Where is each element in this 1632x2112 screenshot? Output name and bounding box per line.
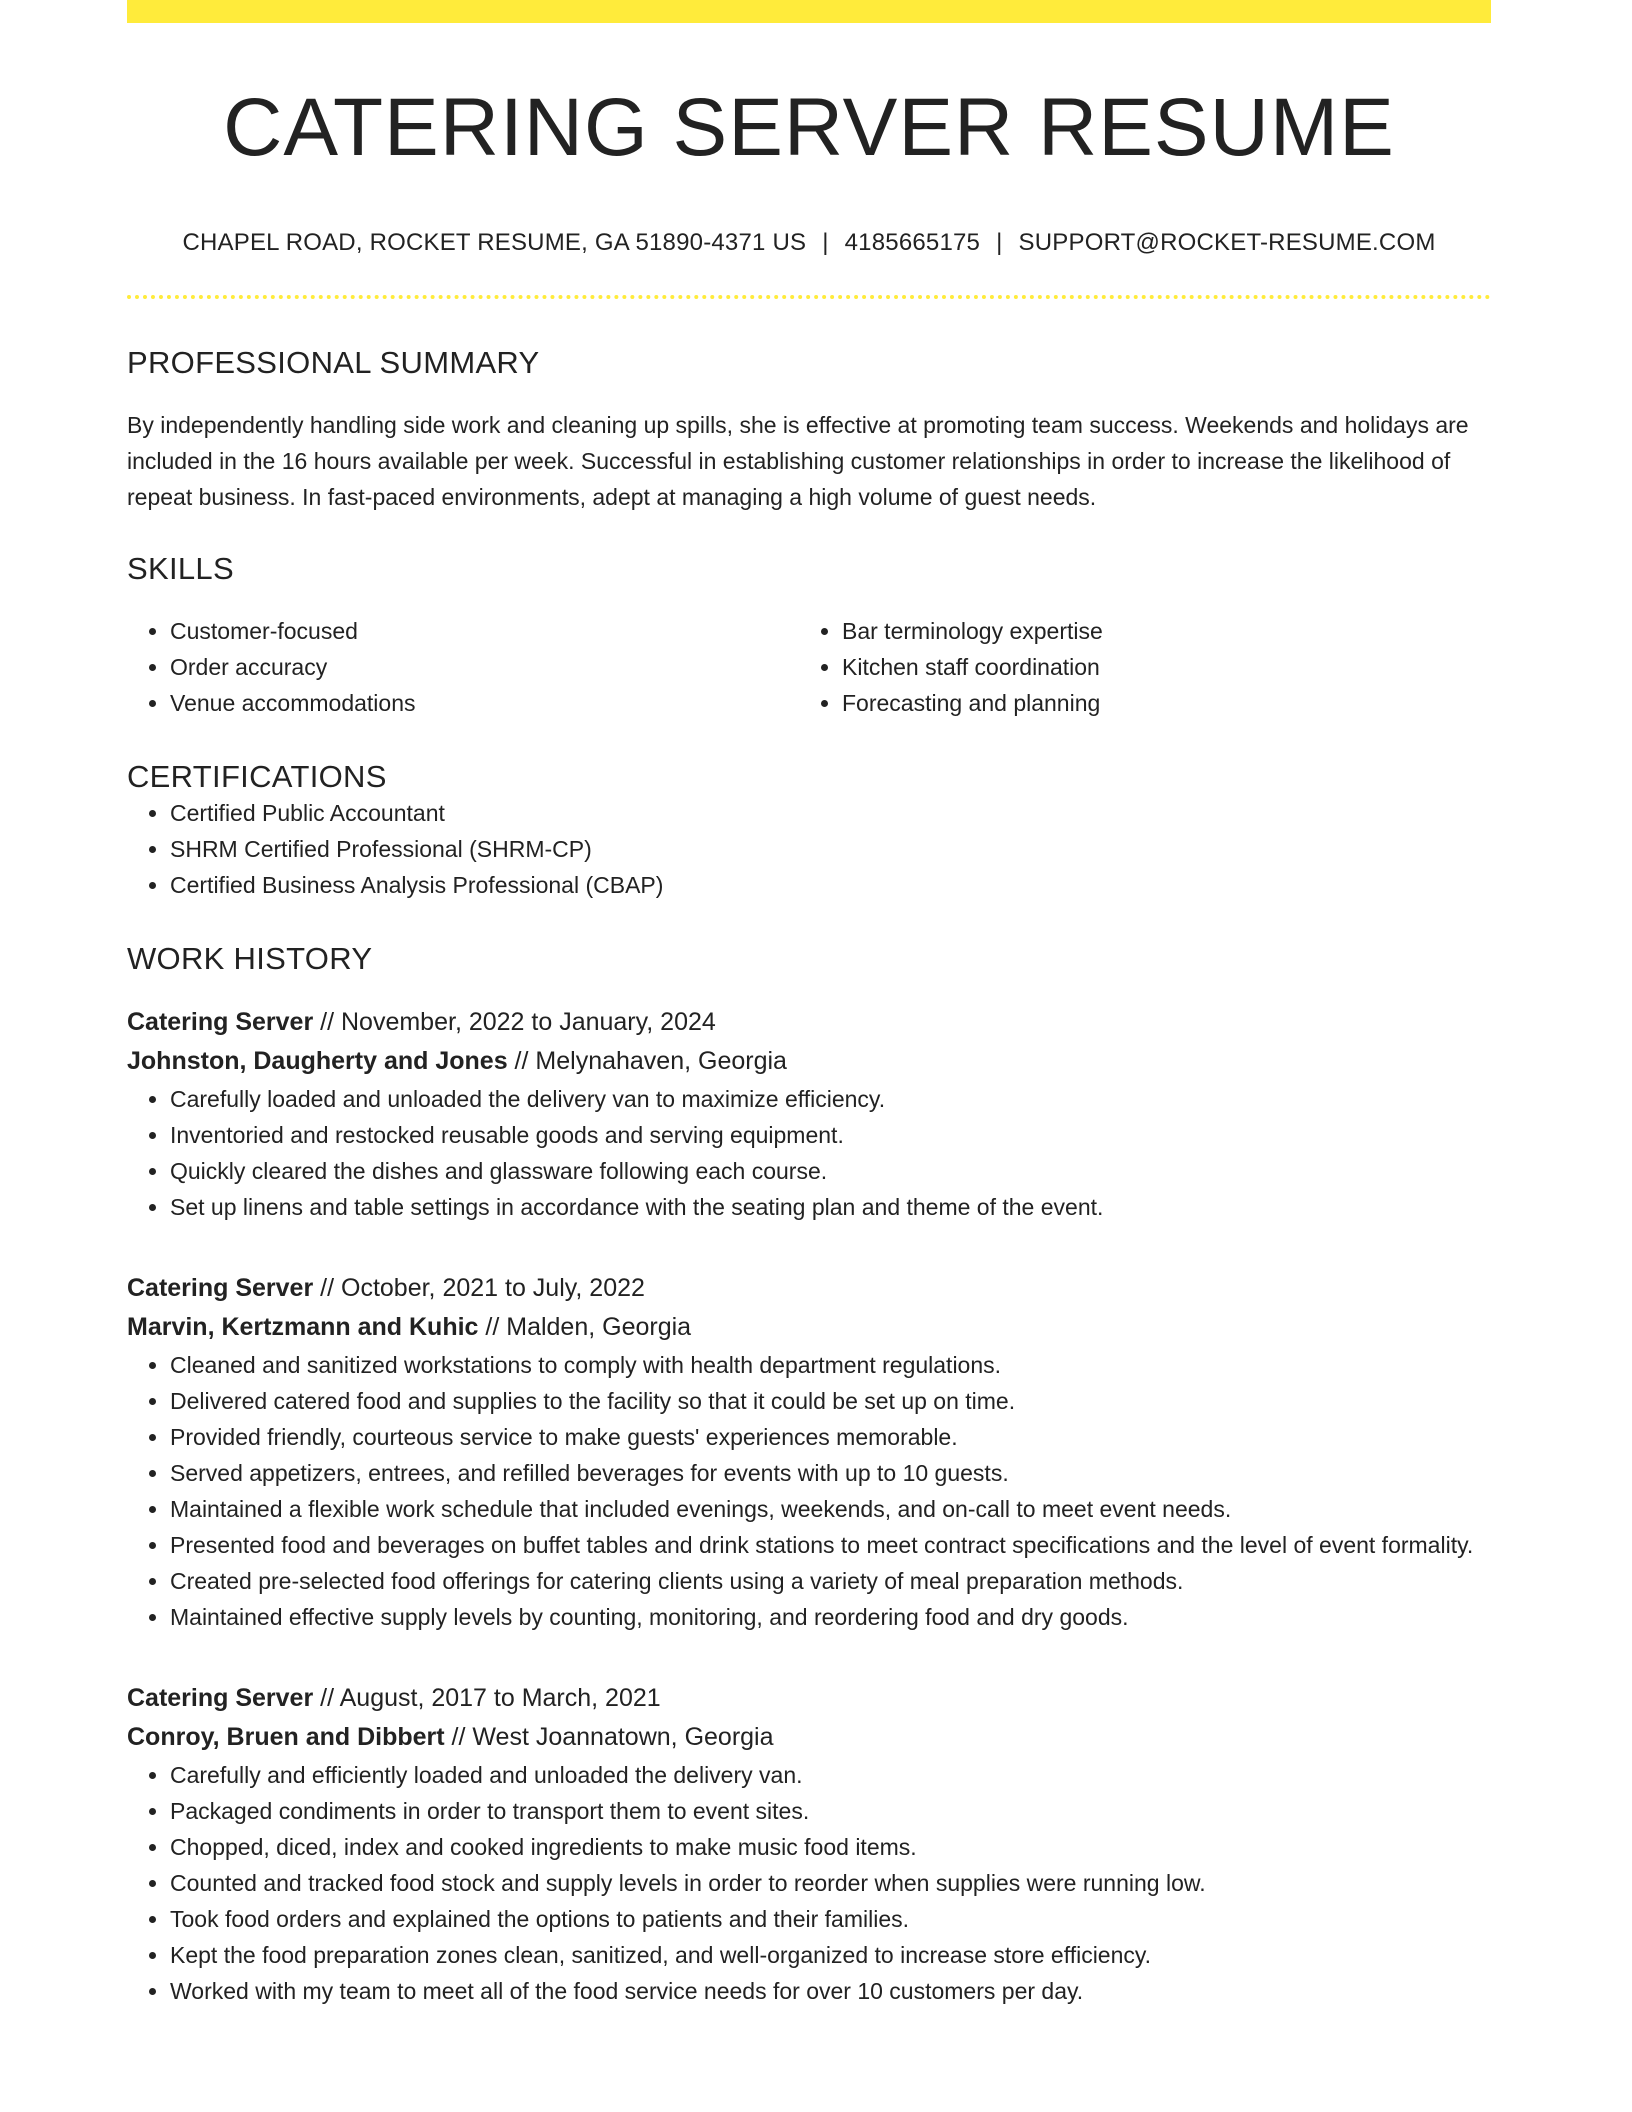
job-bullets: [127, 1081, 1491, 1225]
contact-separator: |: [822, 229, 829, 257]
job-dates: November, 2022 to January, 2024: [341, 1008, 716, 1037]
job-bullet: • Worked with my team to meet all of the food service needs for over 10 customers per day.: [170, 1973, 1491, 2009]
job-bullet: • Maintained effective supply levels by counting, monitoring, and reordering food and dry goods.: [170, 1599, 1491, 1635]
job-company-line: [127, 1718, 1491, 1757]
job-divider: //: [507, 1047, 536, 1076]
job-bullets: [127, 1757, 1491, 2009]
job-bullet: • Carefully and efficiently loaded and unloaded the delivery van.: [170, 1757, 1491, 1793]
contact-address: CHAPEL ROAD, ROCKET RESUME, GA 51890-4371 US: [182, 229, 807, 257]
job-divider: //: [444, 1723, 473, 1752]
job-title-line: [127, 1269, 1491, 1308]
job-company-line: [127, 1308, 1491, 1347]
job-company: Johnston, Daugherty and Jones: [127, 1047, 508, 1076]
job-dates: August, 2017 to March, 2021: [339, 1684, 661, 1713]
job-bullet: • Set up linens and table settings in accordance with the seating plan and theme of the event.: [170, 1189, 1491, 1225]
jobs-list: [127, 1003, 1491, 2009]
job-location: Melynahaven, Georgia: [535, 1047, 787, 1076]
skills-list-left: [127, 613, 799, 721]
skill-item: • Order accuracy: [170, 649, 799, 685]
certifications-heading: CERTIFICATIONS: [127, 759, 387, 795]
certification-item: • Certified Public Accountant: [170, 795, 1491, 831]
summary-section: [127, 345, 1491, 515]
certification-item: • SHRM Certified Professional (SHRM-CP): [170, 831, 1491, 867]
summary-text: By independently handling side work and cleaning up spills, she is effective at promoting team success. Weekends and holidays are included in the 16 hours available per week. Successful in establishing customer relationships in order to increase the likelihood of repeat business. In fast-paced environments, adept at managing a high volume of guest needs.: [127, 412, 1469, 511]
skills-column-right: [799, 613, 1471, 721]
job-bullet: • Kept the food preparation zones clean, sanitized, and well-organized to increase store efficiency.: [170, 1937, 1491, 1973]
contact-phone: 4185665175: [844, 229, 981, 257]
certification-item: • Certified Business Analysis Professional (CBAP): [170, 867, 1491, 903]
job-bullet: • Counted and tracked food stock and supply levels in order to reorder when supplies were running low.: [170, 1865, 1491, 1901]
job-bullet: • Delivered catered food and supplies to the facility so that it could be set up on time.: [170, 1383, 1491, 1419]
job-bullet: • Inventoried and restocked reusable goods and serving equipment.: [170, 1117, 1491, 1153]
skills-section: [127, 551, 1491, 721]
skill-item: • Customer-focused: [170, 613, 799, 649]
job-bullet: • Served appetizers, entrees, and refilled beverages for events with up to 10 guests.: [170, 1455, 1491, 1491]
job-bullet: • Presented food and beverages on buffet tables and drink stations to meet contract specifications and the level of event formality.: [170, 1527, 1491, 1563]
job-title-line: [127, 1679, 1491, 1718]
job-company: Conroy, Bruen and Dibbert: [127, 1723, 445, 1752]
job-dates: October, 2021 to July, 2022: [341, 1274, 645, 1303]
job-bullet: • Chopped, diced, index and cooked ingredients to make music food items.: [170, 1829, 1491, 1865]
job-divider: //: [313, 1008, 341, 1037]
job-divider: //: [478, 1313, 507, 1342]
skills-column-left: [127, 613, 799, 721]
skill-item: • Venue accommodations: [170, 685, 799, 721]
job-bullet: • Created pre-selected food offerings for catering clients using a variety of meal preparation methods.: [170, 1563, 1491, 1599]
job-bullets: [127, 1347, 1491, 1635]
job-divider: //: [313, 1274, 341, 1303]
job-entry: [127, 1679, 1491, 2009]
job-bullet: • Quickly cleared the dishes and glassware following each course.: [170, 1153, 1491, 1189]
job-title: Catering Server: [127, 1274, 314, 1303]
job-bullet: • Maintained a flexible work schedule that included evenings, weekends, and on-call to meet event needs.: [170, 1491, 1491, 1527]
job-bullet: • Cleaned and sanitized workstations to comply with health department regulations.: [170, 1347, 1491, 1383]
job-bullet: • Provided friendly, courteous service to make guests' experiences memorable.: [170, 1419, 1491, 1455]
contact-line: [127, 229, 1491, 257]
top-accent-bar: [127, 0, 1491, 23]
skills-list-right: [799, 613, 1471, 721]
job-entry: [127, 1269, 1491, 1635]
contact-email: SUPPORT@ROCKET-RESUME.COM: [1018, 229, 1436, 257]
job-title: Catering Server: [127, 1008, 314, 1037]
work-history-section: [127, 941, 1491, 2009]
job-entry: [127, 1003, 1491, 1225]
job-company: Marvin, Kertzmann and Kuhic: [127, 1313, 479, 1342]
skill-item: • Forecasting and planning: [842, 685, 1471, 721]
job-location: Malden, Georgia: [506, 1313, 692, 1342]
job-bullet: • Took food orders and explained the options to patients and their families.: [170, 1901, 1491, 1937]
job-location: West Joannatown, Georgia: [472, 1723, 774, 1752]
skills-grid: [127, 613, 1491, 721]
job-company-line: [127, 1042, 1491, 1081]
skill-item: • Kitchen staff coordination: [842, 649, 1471, 685]
job-title-line: [127, 1003, 1491, 1042]
skills-heading: SKILLS: [127, 551, 234, 587]
contact-separator: |: [996, 229, 1003, 257]
summary-heading: PROFESSIONAL SUMMARY: [127, 345, 540, 381]
job-bullet: • Packaged condiments in order to transport them to event sites.: [170, 1793, 1491, 1829]
resume-title: CATERING SERVER RESUME: [223, 82, 1395, 173]
skill-item: • Bar terminology expertise: [842, 613, 1471, 649]
resume-page: [127, 0, 1491, 2009]
work-history-heading: WORK HISTORY: [127, 941, 373, 977]
certifications-section: [127, 759, 1491, 903]
header-divider: [127, 295, 1491, 299]
job-bullet: • Carefully loaded and unloaded the delivery van to maximize efficiency.: [170, 1081, 1491, 1117]
job-divider: //: [313, 1684, 340, 1713]
certifications-list: [127, 795, 1491, 903]
job-title: Catering Server: [127, 1684, 314, 1713]
